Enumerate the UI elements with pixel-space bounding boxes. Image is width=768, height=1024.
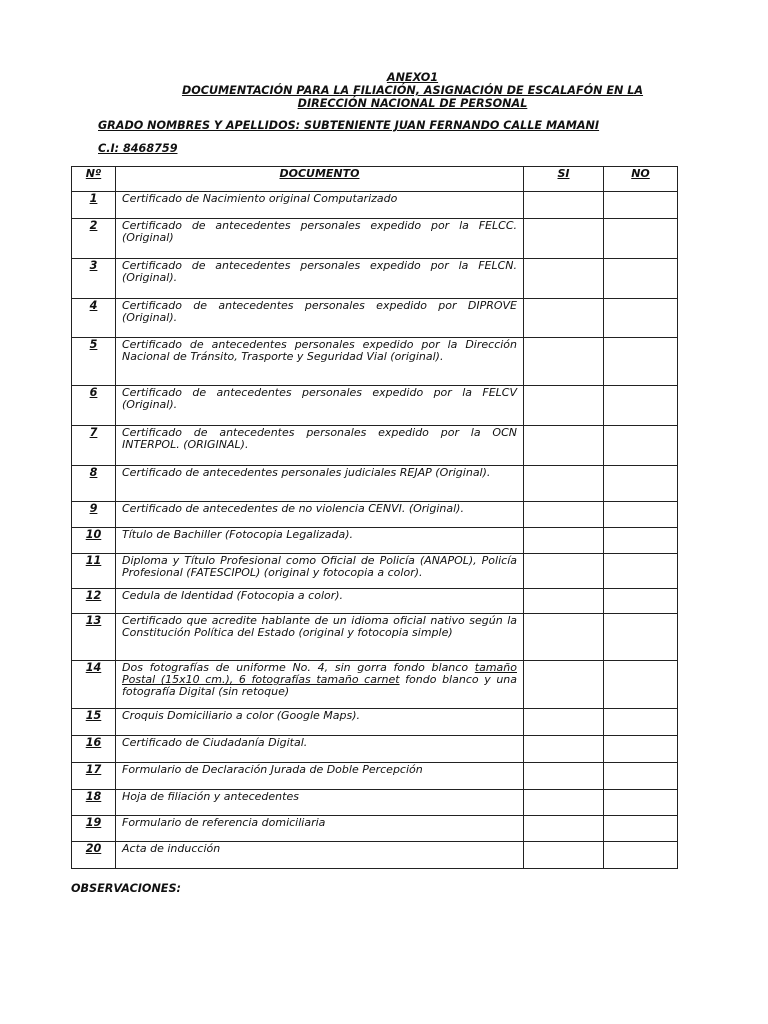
photo-text-part-2: tamaño Postal (15x10 cm.), 6 fotografías tamaño carnet: [122, 661, 517, 686]
table-row: [72, 763, 678, 790]
title-line-anexo: ANEXO1: [386, 71, 439, 84]
si-cell[interactable]: [524, 661, 604, 709]
row-number: 2: [72, 219, 116, 259]
row-number: 8: [72, 466, 116, 502]
row-number: 14: [72, 661, 116, 709]
row-number: 1: [72, 192, 116, 219]
row-document: Formulario de Declaración Jurada de Doble Percepción: [116, 763, 524, 790]
table-row: [72, 502, 678, 528]
no-cell[interactable]: [604, 790, 678, 816]
row-number: 4: [72, 299, 116, 338]
table-row: [72, 842, 678, 869]
header-no: NO: [604, 167, 678, 192]
photo-text-part-1: Dos fotografías de uniforme No. 4, sin gorra fondo blanco: [122, 661, 469, 674]
table-row: [72, 426, 678, 466]
si-cell[interactable]: [524, 709, 604, 736]
si-cell[interactable]: [524, 426, 604, 466]
row-number: 17: [72, 763, 116, 790]
row-document: Certificado de antecedentes personales expedido por la FELCN. (Original).: [116, 259, 524, 299]
no-cell[interactable]: [604, 842, 678, 869]
row-number: 19: [72, 816, 116, 842]
row-document: Certificado que acredite hablante de un idioma oficial nativo según la Constitución Política del Estado (original y fotocopia simple): [116, 614, 524, 661]
table-row: [72, 338, 678, 386]
header-number: Nº: [72, 167, 116, 192]
row-number: 11: [72, 554, 116, 589]
table-row: [72, 299, 678, 338]
title-line-documentacion: DOCUMENTACIÓN PARA LA FILIACIÓN, ASIGNACIÓN DE ESCALAFÓN EN LA: [181, 84, 644, 97]
no-cell[interactable]: [604, 338, 678, 386]
row-document: [116, 661, 524, 709]
row-document: Certificado de antecedentes de no violencia CENVI. (Original).: [116, 502, 524, 528]
header-si: SI: [524, 167, 604, 192]
no-cell[interactable]: [604, 299, 678, 338]
no-cell[interactable]: [604, 709, 678, 736]
si-cell[interactable]: [524, 502, 604, 528]
row-document: Cedula de Identidad (Fotocopia a color).: [116, 589, 524, 614]
table-row: [72, 790, 678, 816]
table-row: [72, 816, 678, 842]
row-number: 3: [72, 259, 116, 299]
no-cell[interactable]: [604, 528, 678, 554]
table-row: [72, 259, 678, 299]
row-number: 12: [72, 589, 116, 614]
si-cell[interactable]: [524, 816, 604, 842]
si-cell[interactable]: [524, 259, 604, 299]
si-cell[interactable]: [524, 466, 604, 502]
row-document: Diploma y Título Profesional como Oficial de Policía (ANAPOL), Policía Profesional (FATESCIPOL) (original y fotocopia a color).: [116, 554, 524, 589]
row-number: 10: [72, 528, 116, 554]
si-cell[interactable]: [524, 528, 604, 554]
table-row: [72, 589, 678, 614]
header-document: DOCUMENTO: [116, 167, 524, 192]
table-row: [72, 466, 678, 502]
si-cell[interactable]: [524, 338, 604, 386]
si-cell[interactable]: [524, 386, 604, 426]
table-row: [72, 661, 678, 709]
row-document: Acta de inducción: [116, 842, 524, 869]
identity-card-line: C.I: 8468759: [98, 142, 178, 155]
si-cell[interactable]: [524, 299, 604, 338]
table-header-row: [72, 167, 678, 192]
row-number: 20: [72, 842, 116, 869]
no-cell[interactable]: [604, 386, 678, 426]
si-cell[interactable]: [524, 219, 604, 259]
si-cell[interactable]: [524, 614, 604, 661]
row-document: Certificado de antecedentes personales expedido por la Dirección Nacional de Tránsito, Trasporte y Seguridad Vial (original).: [116, 338, 524, 386]
row-document: Certificado de antecedentes personales expedido por la FELCC. (Original): [116, 219, 524, 259]
row-document: Hoja de filiación y antecedentes: [116, 790, 524, 816]
no-cell[interactable]: [604, 589, 678, 614]
si-cell[interactable]: [524, 589, 604, 614]
row-document: Formulario de referencia domiciliaria: [116, 816, 524, 842]
row-number: 5: [72, 338, 116, 386]
row-number: 7: [72, 426, 116, 466]
no-cell[interactable]: [604, 661, 678, 709]
table-row: [72, 386, 678, 426]
row-number: 16: [72, 736, 116, 763]
no-cell[interactable]: [604, 614, 678, 661]
no-cell[interactable]: [604, 219, 678, 259]
row-number: 13: [72, 614, 116, 661]
table-row: [72, 528, 678, 554]
no-cell[interactable]: [604, 502, 678, 528]
no-cell[interactable]: [604, 763, 678, 790]
si-cell[interactable]: [524, 763, 604, 790]
si-cell[interactable]: [524, 736, 604, 763]
si-cell[interactable]: [524, 790, 604, 816]
row-document: Certificado de antecedentes personales expedido por DIPROVE (Original).: [116, 299, 524, 338]
documents-checklist-table: [71, 166, 678, 869]
grade-names-line: GRADO NOMBRES Y APELLIDOS: SUBTENIENTE JUAN FERNANDO CALLE MAMANI: [98, 119, 600, 132]
no-cell[interactable]: [604, 816, 678, 842]
table-row: [72, 709, 678, 736]
no-cell[interactable]: [604, 466, 678, 502]
no-cell[interactable]: [604, 192, 678, 219]
si-cell[interactable]: [524, 842, 604, 869]
row-document: Título de Bachiller (Fotocopia Legalizada).: [116, 528, 524, 554]
no-cell[interactable]: [604, 736, 678, 763]
row-document: Certificado de antecedentes personales expedido por la OCN INTERPOL. (ORIGINAL).: [116, 426, 524, 466]
row-document: Certificado de antecedentes personales expedido por la FELCV (Original).: [116, 386, 524, 426]
table-row: [72, 219, 678, 259]
table-row: [72, 736, 678, 763]
title-line-direccion: DIRECCIÓN NACIONAL DE PERSONAL: [297, 97, 528, 110]
photo-text-part-3: fondo blanco y una fotografía Digital (sin retoque): [122, 673, 517, 698]
row-document: Certificado de antecedentes personales judiciales REJAP (Original).: [116, 466, 524, 502]
no-cell[interactable]: [604, 426, 678, 466]
observations-label: OBSERVACIONES:: [71, 882, 181, 895]
table-row: [72, 554, 678, 589]
row-number: 18: [72, 790, 116, 816]
row-number: 6: [72, 386, 116, 426]
no-cell[interactable]: [604, 554, 678, 589]
si-cell[interactable]: [524, 554, 604, 589]
row-document: Certificado de Ciudadanía Digital.: [116, 736, 524, 763]
row-number: 15: [72, 709, 116, 736]
row-document: Croquis Domiciliario a color (Google Maps).: [116, 709, 524, 736]
table-row: [72, 614, 678, 661]
row-number: 9: [72, 502, 116, 528]
table-row: [72, 192, 678, 219]
document-title: [140, 71, 685, 110]
row-document: Certificado de Nacimiento original Computarizado: [116, 192, 524, 219]
si-cell[interactable]: [524, 192, 604, 219]
no-cell[interactable]: [604, 259, 678, 299]
